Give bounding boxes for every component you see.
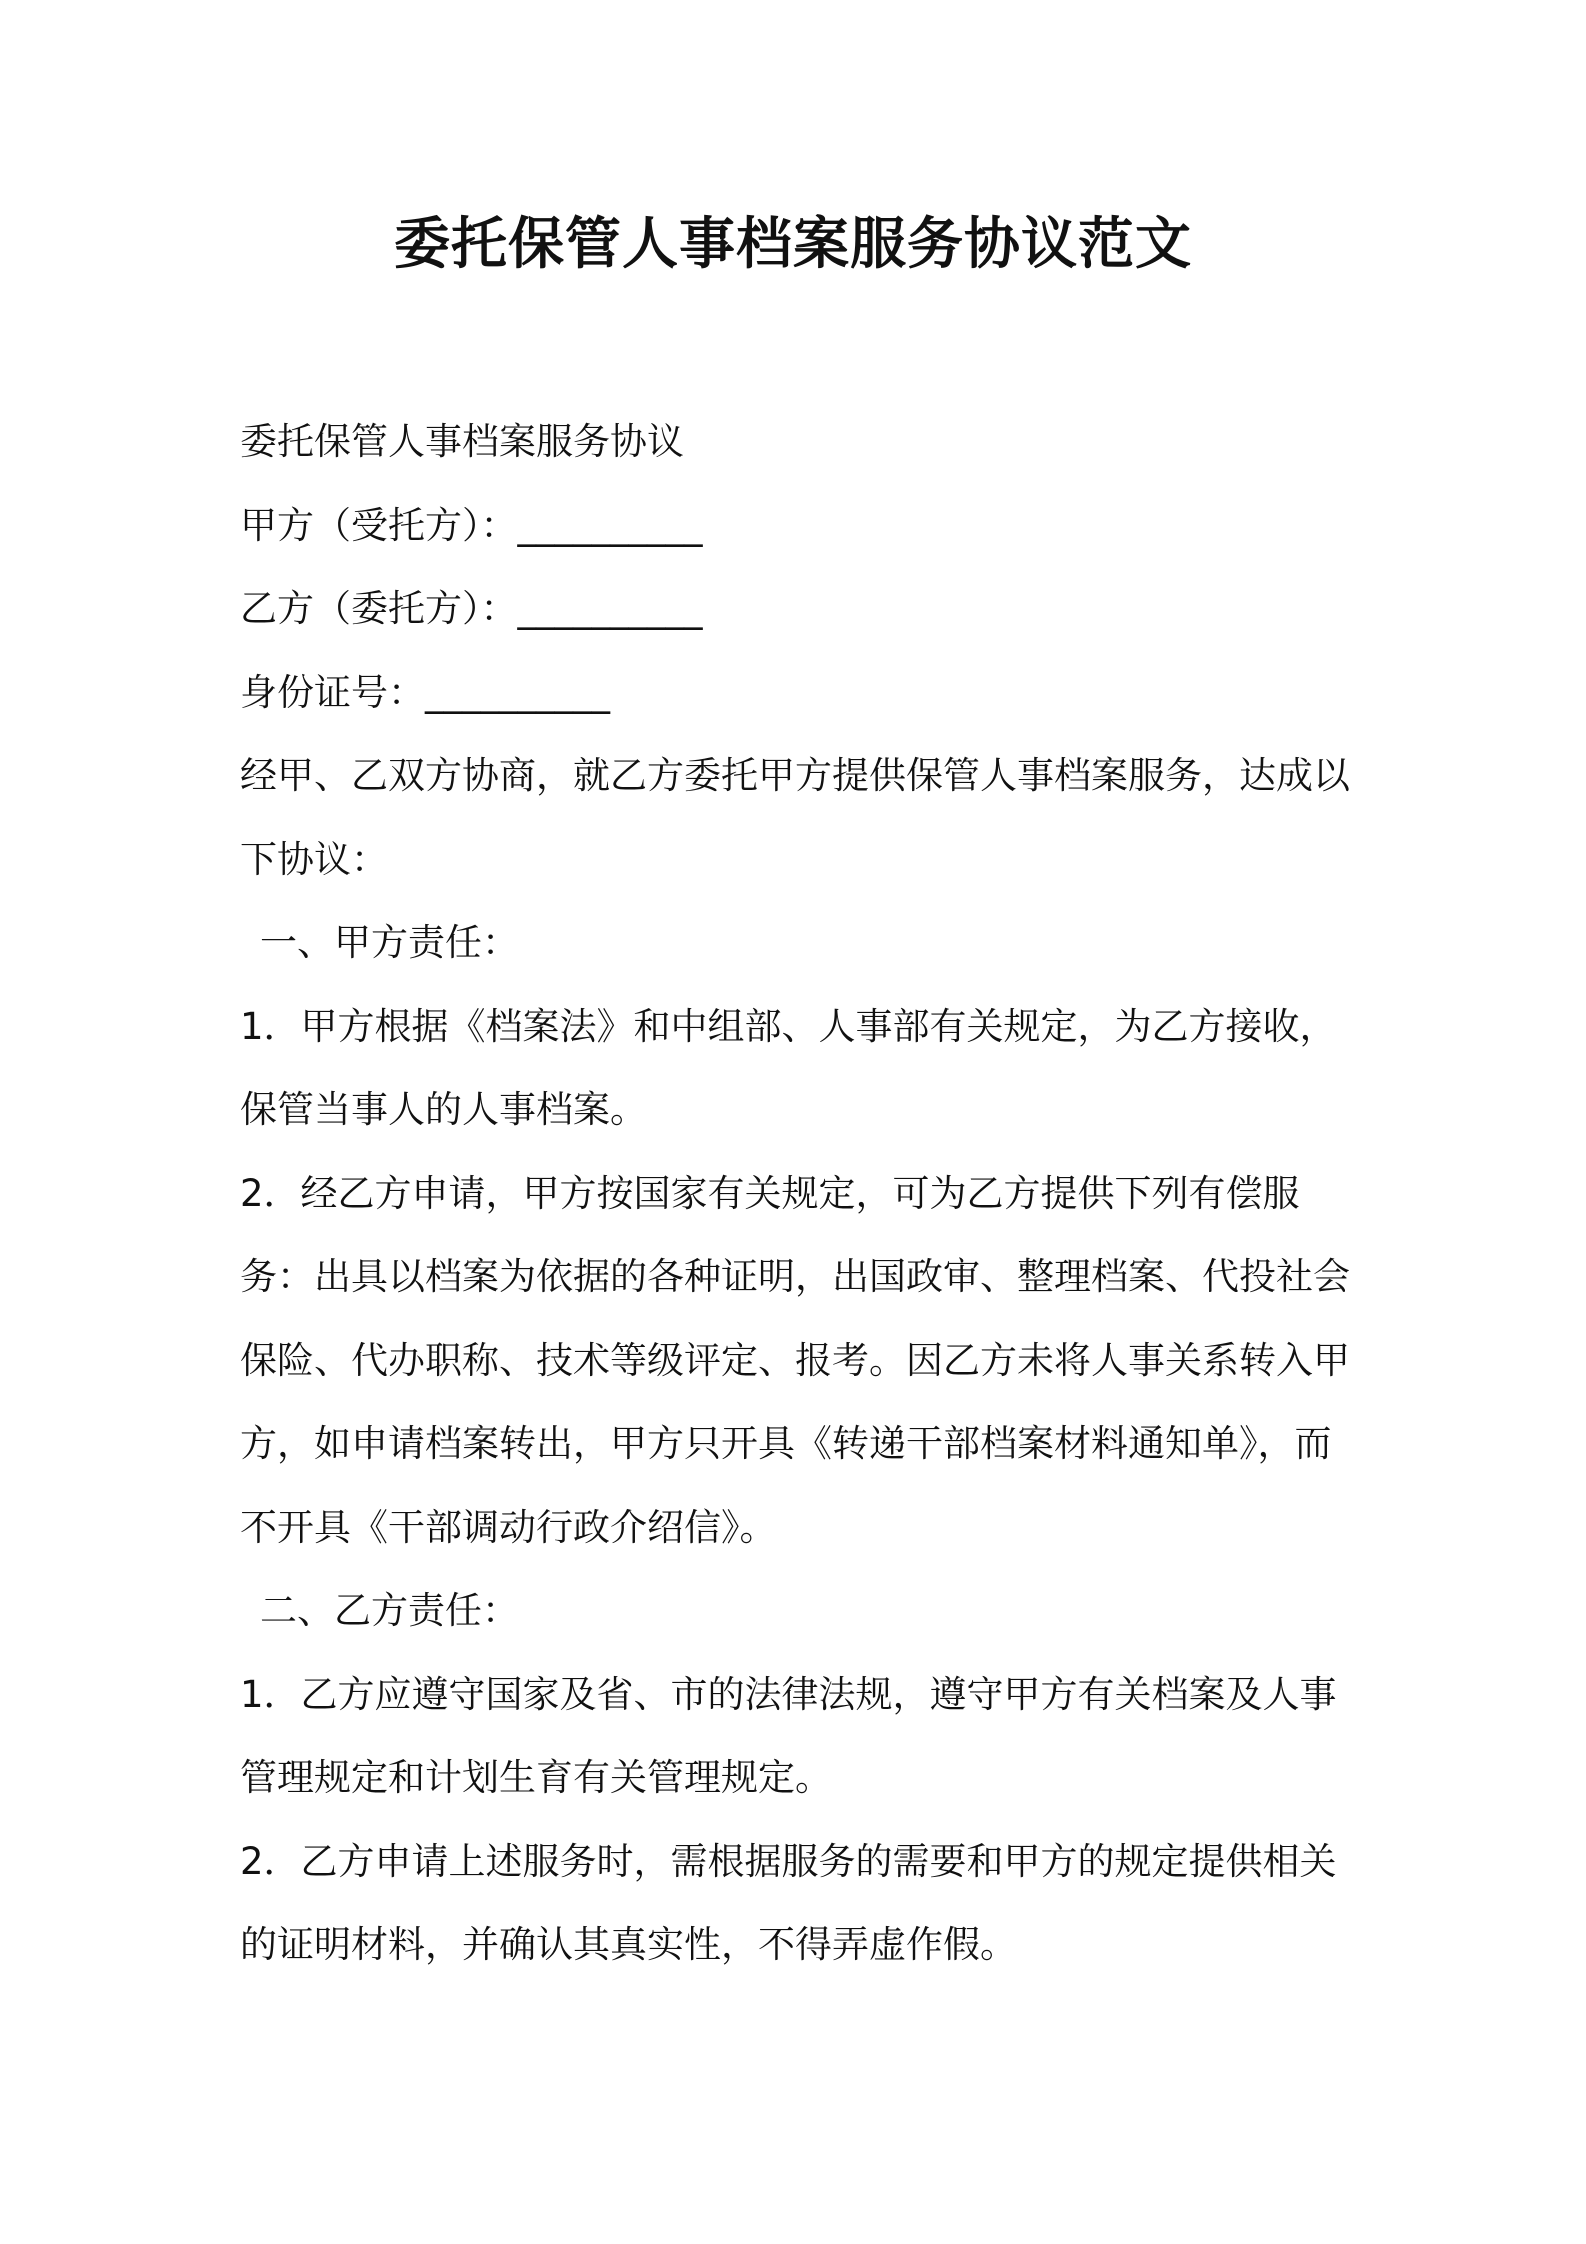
document-title: 委托保管人事档案服务协议范文	[394, 212, 1192, 277]
section-1-item-1: 1．甲方根据《档案法》和中组部、人事部有关规定，为乙方接收，保管当事人的人事档案。	[240, 1004, 1337, 1131]
id-number-line: 身份证号：__________	[240, 670, 610, 714]
agreement-subtitle: 委托保管人事档案服务协议	[240, 420, 684, 463]
party-b-line: 乙方（委托方）：__________	[240, 587, 703, 630]
section-2-item-1: 1．乙方应遵守国家及省、市的法律法规，遵守甲方有关档案及人事管理规定和计划生育有关管理规定。	[240, 1672, 1337, 1799]
section-1-heading: 一、甲方责任：	[260, 921, 519, 964]
document-body	[240, 400, 1365, 1987]
section-2-heading: 二、乙方责任：	[260, 1589, 519, 1632]
section-2-item-2: 2．乙方申请上述服务时，需根据服务的需要和甲方的规定提供相关的证明材料，并确认其真实性，不得弄虚作假。	[240, 1839, 1337, 1966]
section-1-item-2: 2．经乙方申请，甲方按国家有关规定，可为乙方提供下列有偿服务：出具以档案为依据的各种证明，出国政审、整理档案、代投社会保险、代办职称、技术等级评定、报考。因乙方未将人事关系转入甲方，如申请档案转出，甲方只开具《转递干部档案材料通知单》，而不开具《干部调动行政介绍信》。	[240, 1171, 1350, 1549]
party-a-line: 甲方（受托方）：__________	[240, 503, 703, 547]
intro-paragraph: 经甲、乙双方协商，就乙方委托甲方提供保管人事档案服务，达成以下协议：	[240, 754, 1350, 881]
